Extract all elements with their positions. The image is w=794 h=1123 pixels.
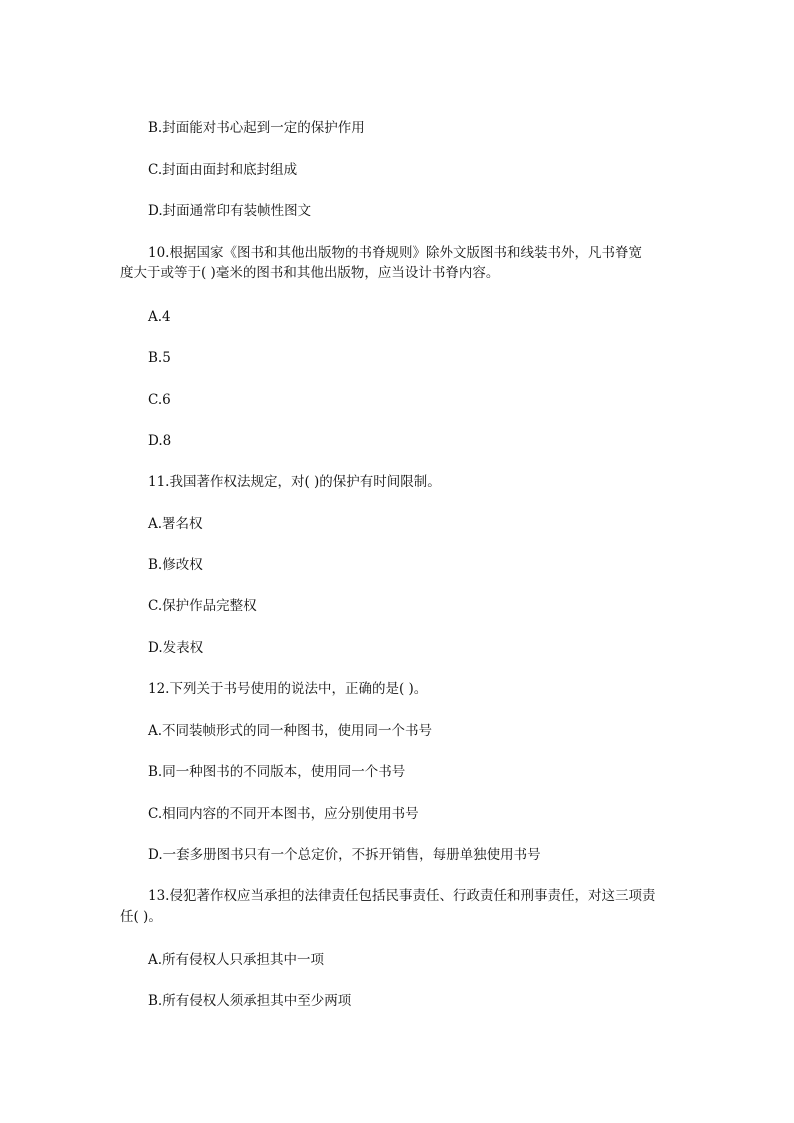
q10-stem-line2: 度大于或等于( )毫米的图书和其他出版物，应当设计书脊内容。 (120, 265, 500, 281)
q10-option-d: D.8 (148, 433, 172, 449)
q10-stem-line1: 10.根据国家《图书和其他出版物的书脊规则》除外文版图书和线装书外，凡书脊宽 (148, 245, 642, 261)
q13-option-b: B.所有侵权人须承担其中至少两项 (148, 993, 352, 1009)
q13-stem-line1: 13.侵犯著作权应当承担的法律责任包括民事责任、行政责任和刑事责任，对这三项责 (148, 888, 656, 904)
q12-option-a: A.不同装帧形式的同一种图书，使用同一个书号 (148, 723, 433, 739)
q13-stem-line2: 任( )。 (120, 909, 162, 925)
q10-option-b: B.5 (148, 350, 171, 366)
q11-option-c: C.保护作品完整权 (148, 598, 257, 614)
q12-option-d: D.一套多册图书只有一个总定价，不拆开销售，每册单独使用书号 (148, 847, 541, 863)
q12-option-b: B.同一种图书的不同版本，使用同一个书号 (148, 764, 406, 780)
q9-option-d: D.封面通常印有装帧性图文 (148, 203, 312, 219)
q11-option-a: A.署名权 (148, 516, 203, 532)
q13-option-a: A.所有侵权人只承担其中一项 (148, 952, 325, 968)
q11-stem: 11.我国著作权法规定，对( )的保护有时间限制。 (148, 474, 441, 490)
q10-option-a: A.4 (148, 309, 171, 325)
q11-option-d: D.发表权 (148, 640, 204, 656)
q10-option-c: C.6 (148, 392, 171, 408)
q9-option-c: C.封面由面封和底封组成 (148, 162, 298, 178)
q9-option-b: B.封面能对书心起到一定的保护作用 (148, 120, 365, 136)
q12-option-c: C.相同内容的不同开本图书，应分别使用书号 (148, 806, 419, 822)
q12-stem: 12.下列关于书号使用的说法中，正确的是( )。 (148, 681, 428, 697)
q11-option-b: B.修改权 (148, 557, 203, 573)
